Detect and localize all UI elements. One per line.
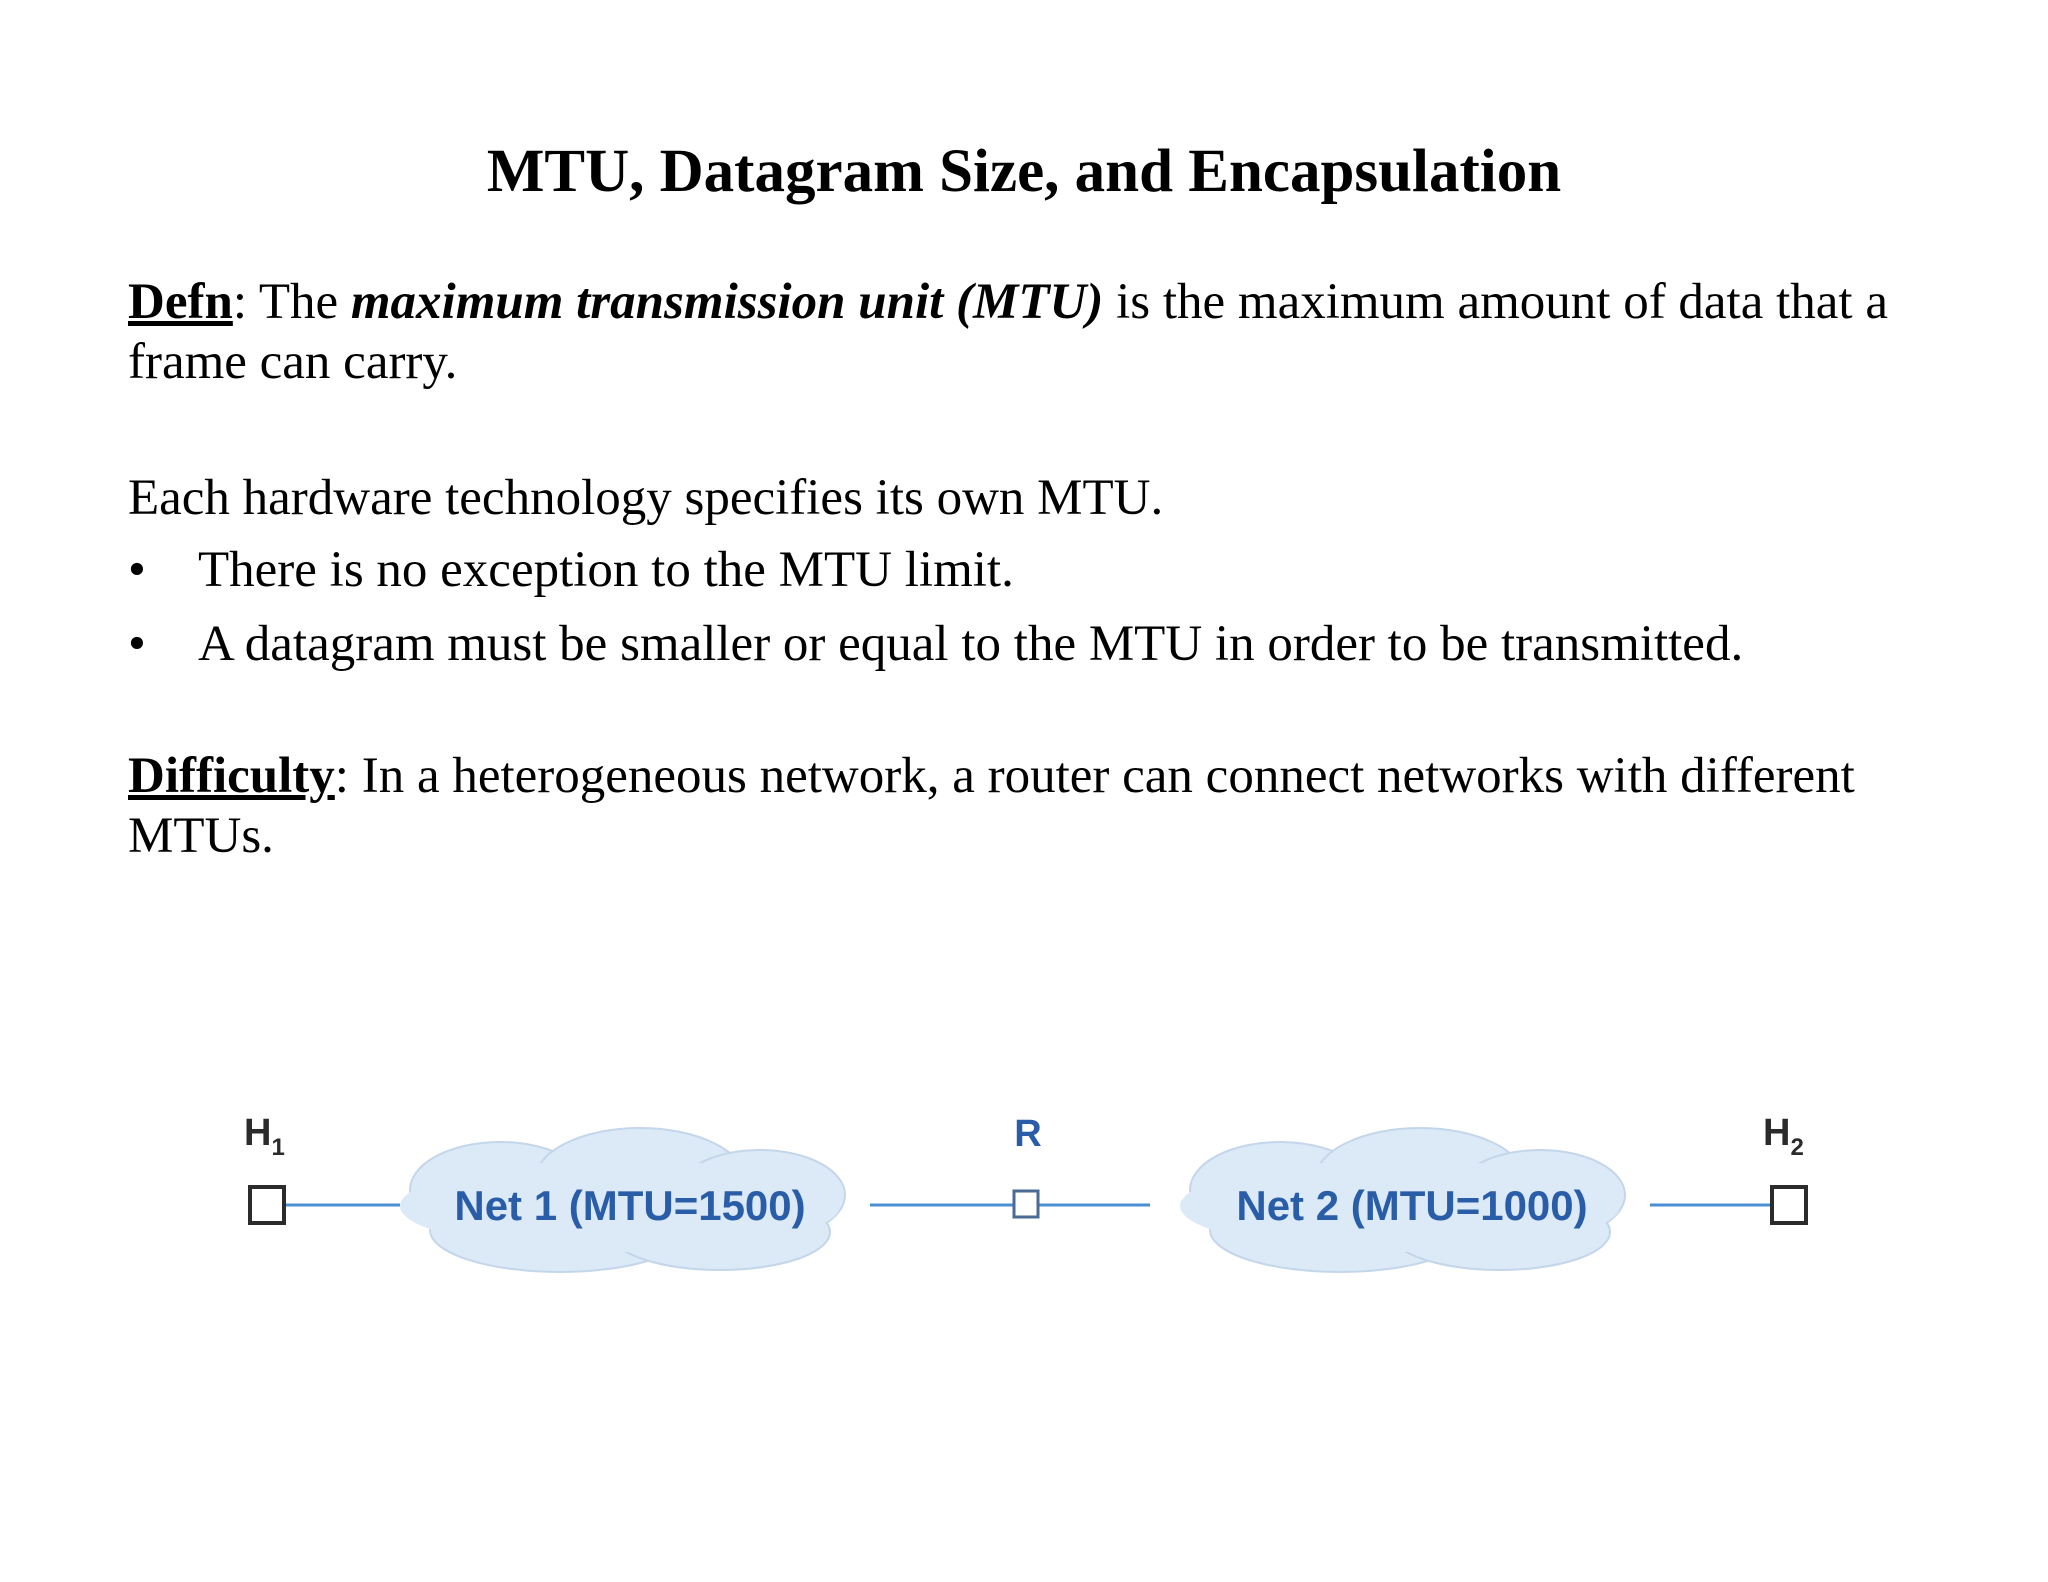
host1-box (250, 1187, 284, 1223)
bullet-item (128, 540, 1958, 614)
definition-paragraph (128, 272, 1958, 392)
router-box (1014, 1191, 1038, 1217)
net2-label: Net 2 (MTU=1000) (1236, 1182, 1588, 1229)
network-diagram (0, 1090, 2048, 1330)
bullet-dot: • (128, 616, 146, 672)
defn-emphasis: maximum transmission unit (MTU) (350, 274, 1104, 330)
difficulty-rest: : In a heterogeneous network, a router can connect networks with different MTUs. (128, 748, 1855, 864)
host2-subscript: 2 (1790, 1134, 1804, 1161)
defn-rest: is the maximum amount of data that a frame can carry. (128, 274, 1888, 390)
difficulty-paragraph (128, 746, 1958, 866)
host1-letter: H (244, 1112, 272, 1154)
host2-box (1772, 1187, 1806, 1223)
router-label: R (1014, 1113, 1042, 1155)
hardware-intro: Each hardware technology specifies its own MTU. (128, 470, 1164, 526)
host1-subscript: 1 (271, 1134, 285, 1161)
bullet-item (128, 614, 1958, 688)
host2-label (1763, 1112, 1804, 1161)
slide-title: MTU, Datagram Size, and Encapsulation (486, 138, 1562, 205)
bullet-dot: • (128, 542, 146, 598)
host1-label (244, 1112, 285, 1161)
bullet-text: There is no exception to the MTU limit. (198, 542, 1014, 598)
defn-sep: : The (232, 274, 351, 330)
difficulty-term: Difficulty (128, 748, 335, 804)
net1-label: Net 1 (MTU=1500) (454, 1182, 806, 1229)
bullet-text: A datagram must be smaller or equal to the MTU in order to be transmitted. (198, 616, 1744, 672)
bullet-list (128, 540, 1958, 688)
defn-term: Defn (128, 274, 233, 330)
host2-letter: H (1763, 1112, 1791, 1154)
